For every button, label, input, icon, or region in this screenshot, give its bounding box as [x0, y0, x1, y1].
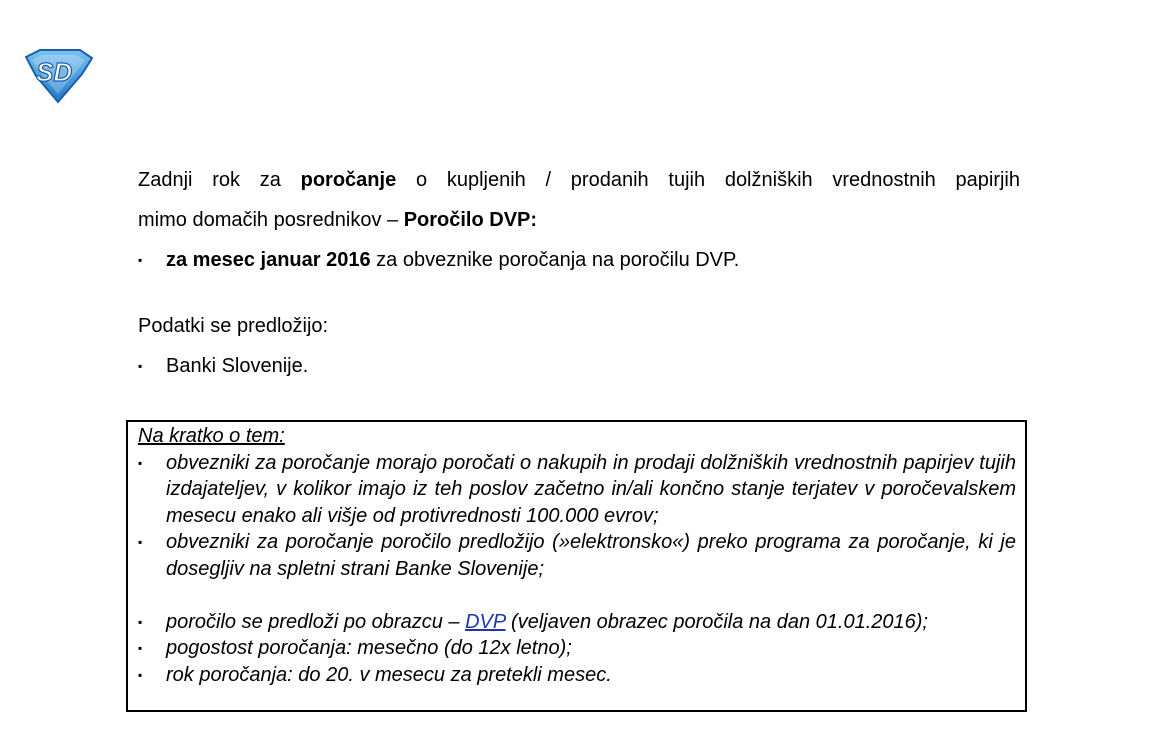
bullet-symbol: ▪ — [138, 359, 143, 373]
bullet-symbol: ▪ — [138, 641, 143, 655]
intro-line-2: mimo domačih posrednikov – Poročilo DVP: — [138, 209, 538, 231]
submit-section — [138, 306, 1020, 386]
summary-box — [126, 420, 1027, 712]
box-item-2: ▪ obvezniki za poročanje poročilo predložijo (»elektronsko«) preko programa za poročanje, ki je dosegljiv na spletni strani Banke Slovenije; — [138, 531, 1016, 580]
svg-text:SD: SD — [36, 57, 73, 87]
bullet-symbol: ▪ — [138, 535, 143, 549]
submit-heading: Podatki se predložijo: — [138, 315, 329, 337]
bullet-symbol: ▪ — [138, 667, 143, 682]
box-item-4: ▪ pogostost poročanja: mesečno (do 12x letno); — [138, 635, 1016, 662]
sd-logo-icon — [22, 48, 94, 104]
submit-bullet: Banki Slovenije. — [166, 355, 309, 377]
box-title: Na kratko o tem: — [138, 425, 285, 447]
period-bullet: ▪ za mesec januar 2016 za obveznike poročanja na poročilu DVP. — [138, 240, 1020, 280]
dvp-form-link[interactable]: DVP — [465, 610, 506, 633]
bullet-symbol: ▪ — [138, 253, 143, 267]
box-item-3: ▪ poročilo se predloži po obrazcu – DVP (veljaven obrazec poročila na dan 01.01.2016); — [138, 609, 1016, 636]
intro-paragraph — [138, 160, 1020, 240]
bullet-symbol: ▪ — [138, 455, 143, 470]
bullet-symbol: ▪ — [138, 614, 143, 629]
box-item-1: ▪ obvezniki za poročanje morajo poročati o nakupih in prodaji dolžniških vrednostnih papirjev tujih izdajateljev, v kolikor imajo iz teh poslov začetno in/ali končno stanje terjatev v poročevalskem mesecu enako ali višje od protivrednosti 100.000 evrov; — [138, 451, 1016, 527]
intro-line-1: Zadnji rok za poročanje o kupljenih / prodanih tujih dolžniških vrednostnih papirjih — [138, 169, 1021, 191]
box-item-5: ▪ rok poročanja: do 20. v mesecu za pretekli mesec. — [138, 662, 1016, 689]
